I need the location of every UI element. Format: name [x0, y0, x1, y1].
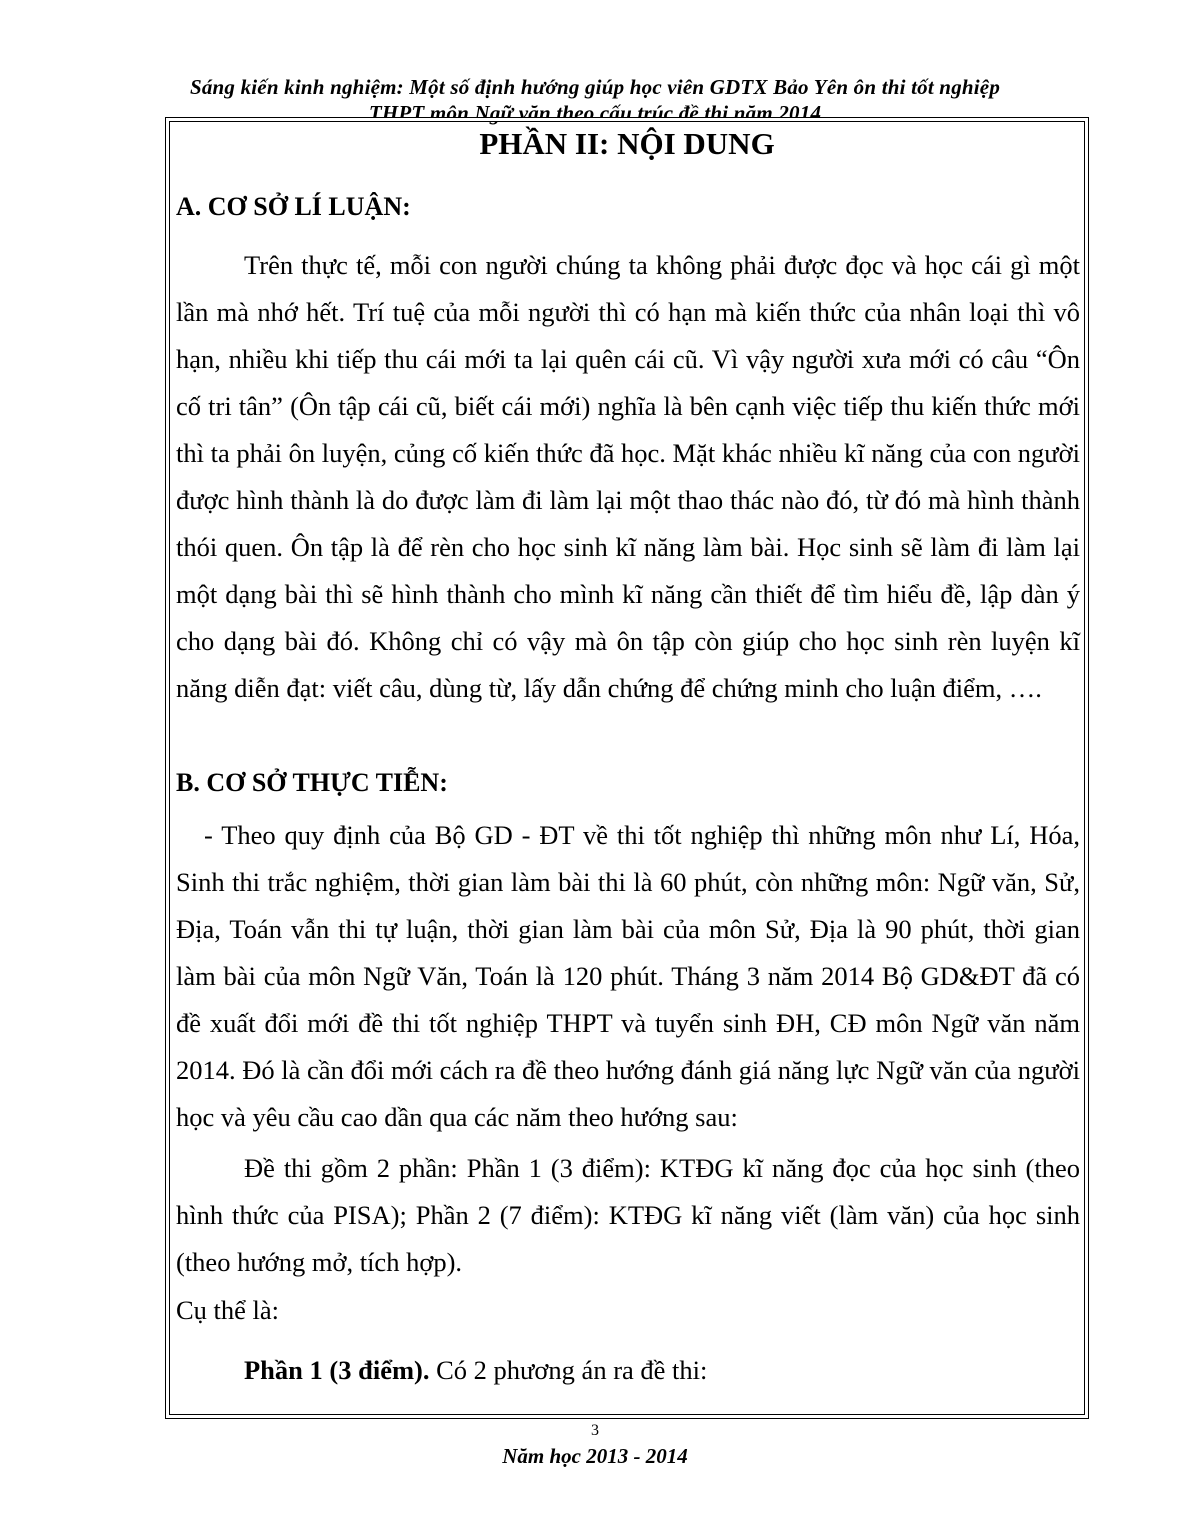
section-b-paragraph-1: - Theo quy định của Bộ GD - ĐT về thi tốt nghiệp thì những môn như Lí, Hóa, Sinh thi trắc nghiệm, thời gian làm bài thi là 60 phút, còn những môn: Ngữ văn, Sử, Địa, Toán vẫn thi tự luận, thời gian làm bài của môn Sử, Địa là 90 phút, thời gian làm bài của môn Ngữ Văn, Toán là 120 phút. Tháng 3 năm 2014 Bộ GD&ĐT đã có đề xuất đổi mới đề thi tốt nghiệp THPT và tuyển sinh ĐH, CĐ môn Ngữ văn năm 2014. Đó là cần đổi mới cách ra đề theo hướng đánh giá năng lực Ngữ văn của người học và yêu cầu cao dần qua các năm theo hướng sau:: [176, 820, 1080, 1132]
section-a-heading: A. CƠ SỞ LÍ LUẬN:: [176, 192, 411, 221]
section-b-heading: B. CƠ SỞ THỰC TIỄN:: [176, 768, 448, 797]
page-number: 3: [591, 1422, 599, 1439]
part1-label: Phần 1 (3 điểm).: [244, 1355, 430, 1385]
page-footer: Năm học 2013 - 2014: [502, 1444, 688, 1468]
section-b-paragraph-2: Đề thi gồm 2 phần: Phần 1 (3 điểm): KTĐG kĩ năng đọc của học sinh (theo hình thức của PISA); Phần 2 (7 điểm): KTĐG kĩ năng viết (làm văn) của học sinh (theo hướng mở, tích hợp).: [176, 1153, 1080, 1277]
page-title: PHẦN II: NỘI DUNG: [479, 126, 775, 161]
header-line-2: THPT môn Ngữ văn theo cấu trúc đề thi năm 2014: [368, 101, 822, 125]
part1-line: [176, 1347, 1080, 1394]
section-b-paragraph-3: Cụ thể là:: [176, 1295, 280, 1325]
header-line-1: Sáng kiến kinh nghiệm: Một số định hướng giúp học viên GDTX Bảo Yên ôn thi tốt nghiệp: [189, 75, 1001, 99]
section-a-paragraph: Trên thực tế, mỗi con người chúng ta không phải được đọc và học cái gì một lần mà nhớ hết. Trí tuệ của mỗi người thì có hạn mà kiến thức của nhân loại thì vô hạn, nhiều khi tiếp thu cái mới ta lại quên cái cũ. Vì vậy người xưa mới có câu “Ôn cố tri tân” (Ôn tập cái cũ, biết cái mới) nghĩa là bên cạnh việc tiếp thu kiến thức mới thì ta phải ôn luyện, củng cố kiến thức đã học. Mặt khác nhiều kĩ năng của con người được hình thành là do được làm đi làm lại một thao thác nào đó, từ đó mà hình thành thói quen. Ôn tập là để rèn cho học sinh kĩ năng làm bài. Học sinh sẽ làm đi làm lại một dạng bài thì sẽ hình thành cho mình kĩ năng cần thiết để tìm hiểu đề, lập dàn ý cho dạng bài đó. Không chỉ có vậy mà ôn tập còn giúp cho học sinh rèn luyện kĩ năng diễn đạt: viết câu, dùng từ, lấy dẫn chứng để chứng minh cho luận điểm, ….: [176, 250, 1080, 703]
part1-text: Có 2 phương án ra đề thi:: [429, 1355, 708, 1385]
